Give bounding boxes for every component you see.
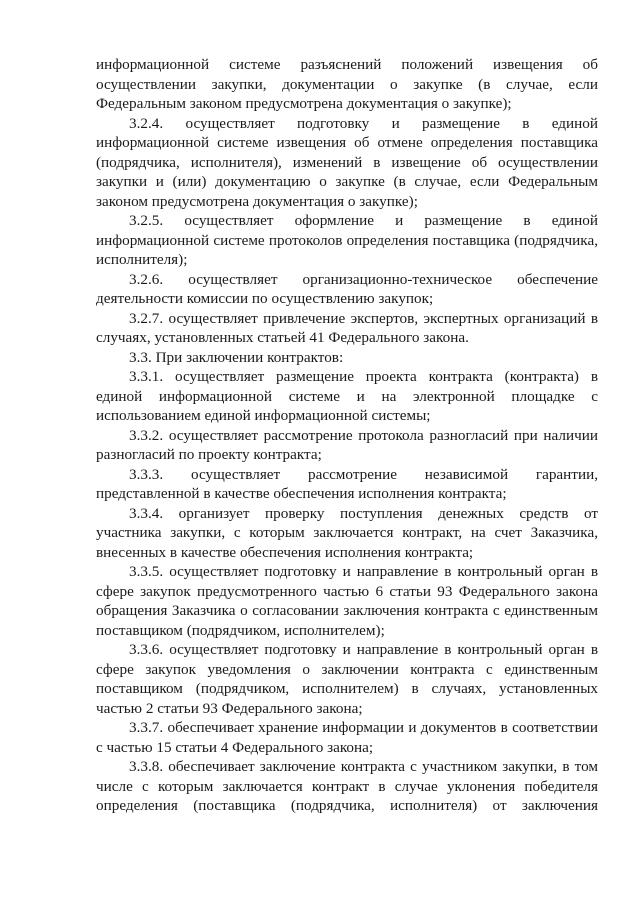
text-line: сфере закупок уведомления о заключении контракта с единственным xyxy=(96,660,598,678)
section-heading-3-3: 3.3. При заключении контрактов: xyxy=(129,348,344,366)
paragraph-3-3-5: 3.3.5. осуществляет подготовку и направление в контрольный орган в xyxy=(129,563,598,580)
paragraph-3-2-6: 3.2.6. осуществляет организационно-техническое обеспечение xyxy=(129,270,598,288)
paragraph-3-3-4: 3.3.4. организует проверку поступления денежных средств от xyxy=(129,504,598,522)
text-line: информационной системе разъяснений положений извещения об xyxy=(96,56,598,73)
paragraph-3-3-8: 3.3.8. обеспечивает заключение контракта с участником закупки, в том xyxy=(129,758,598,775)
text-line: представленной в качестве обеспечения исполнения контракта; xyxy=(96,485,507,502)
text-line: информационной системе протоколов определения поставщика (подрядчика, xyxy=(96,231,598,249)
text-line: определения (поставщика (подрядчика, исполнителя) от заключения xyxy=(96,797,598,814)
text-line: информационной системе извещения об отмене определения поставщика xyxy=(96,134,598,151)
text-line: участника закупки, с которым заключается контракт, на счет Заказчика, xyxy=(96,524,598,541)
text-line: частью 2 статьи 93 Федерального закона; xyxy=(96,699,363,717)
paragraph-3-2-7: 3.2.7. осуществляет привлечение экспертов, экспертных организаций в xyxy=(129,309,598,327)
text-line: сфере закупок предусмотренного частью 6 статьи 93 Федерального закона xyxy=(96,582,598,600)
paragraph-3-3-3: 3.3.3. осуществляет рассмотрение независимой гарантии, xyxy=(129,465,598,483)
text-line: Федеральным законом предусмотрена документация о закупке); xyxy=(96,95,512,112)
document-page xyxy=(96,55,598,816)
text-line: исполнителя); xyxy=(96,251,188,268)
text-line: поставщиком (подрядчиком, исполнителем) в случаях, установленных xyxy=(96,680,598,697)
paragraph-3-3-7: 3.3.7. обеспечивает хранение информации и документов в соответствии xyxy=(129,719,598,736)
paragraph-3-3-6: 3.3.6. осуществляет подготовку и направление в контрольный орган в xyxy=(129,641,598,658)
text-line: (подрядчика, исполнителя), изменений в извещение об осуществлении xyxy=(96,153,598,171)
text-line: числе с которым заключается контракт в случае уклонения победителя xyxy=(96,777,598,795)
text-line: закупки и (или) документацию о закупке (в случае, если Федеральным xyxy=(96,173,598,190)
text-line: единой информационной системе и на электронной площадке с xyxy=(96,387,598,405)
text-line: использованием единой информационной системы; xyxy=(96,407,431,424)
text-line: обращения Заказчика о согласовании заключения контракта с единственным xyxy=(96,602,598,619)
paragraph-3-3-1: 3.3.1. осуществляет размещение проекта контракта (контракта) в xyxy=(129,368,598,385)
text-line: поставщиком (подрядчиком, исполнителем); xyxy=(96,621,385,639)
paragraph-3-3-2: 3.3.2. осуществляет рассмотрение протокола разногласий при наличии xyxy=(129,426,598,444)
text-line: случаях, установленных статьей 41 Федерального закона. xyxy=(96,329,469,346)
text-line: внесенных в качестве обеспечения исполнения контракта; xyxy=(96,543,474,561)
paragraph-3-2-5: 3.2.5. осуществляет оформление и размещение в единой xyxy=(129,212,598,229)
text-line: деятельности комиссии по осуществлению закупок; xyxy=(96,290,434,307)
text-line: законом предусмотрена документация о закупке); xyxy=(96,192,418,210)
text-line: с частью 15 статьи 4 Федерального закона; xyxy=(96,738,374,756)
text-line: разногласий по проекту контракта; xyxy=(96,446,322,463)
text-line: осуществлении закупки, документации о закупке (в случае, если xyxy=(96,75,598,93)
paragraph-3-2-4: 3.2.4. осуществляет подготовку и размещение в единой xyxy=(129,114,598,132)
